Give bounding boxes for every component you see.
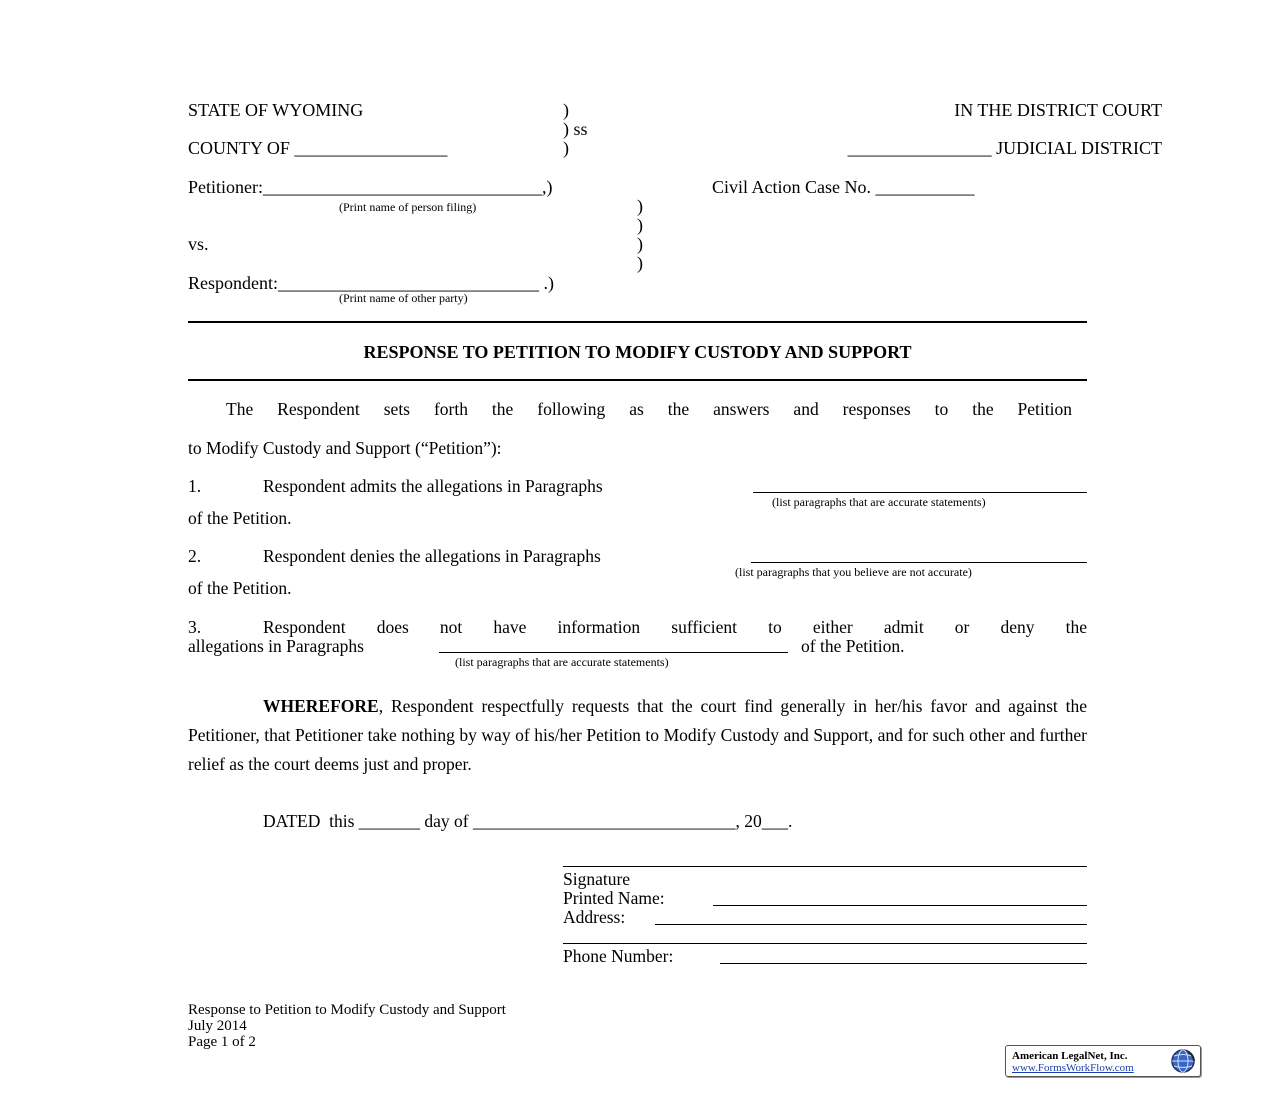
printed-name-field[interactable] — [713, 905, 1087, 906]
respondent-hint: (Print name of other party) — [339, 291, 468, 305]
item-tail: of the Petition. — [188, 578, 292, 598]
phone-field[interactable] — [720, 963, 1087, 964]
item-number: 3. — [188, 617, 202, 637]
intro-line-1: The Respondent sets forth the following as the answers and responses to the Petition — [226, 399, 1072, 419]
title-rule-bottom — [188, 379, 1087, 381]
vs-label: vs. — [188, 234, 209, 254]
county-field[interactable]: COUNTY OF _________________ — [188, 138, 448, 158]
item-tail: of the Petition. — [188, 508, 292, 528]
phone-label: Phone Number: — [563, 946, 674, 966]
paragraphs-denied-field[interactable] — [751, 562, 1087, 563]
printed-name-label: Printed Name: — [563, 888, 665, 908]
american-legalnet-logo[interactable] — [1005, 1045, 1201, 1077]
intro-line-2: to Modify Custody and Support (“Petition”): — [188, 438, 502, 458]
address-field[interactable] — [655, 924, 1087, 925]
title-rule-top — [188, 321, 1087, 323]
item-hint: (list paragraphs that are accurate statements) — [455, 655, 669, 669]
respondent-field[interactable]: Respondent:_____________________________ .) — [188, 273, 554, 293]
address-label: Address: — [563, 907, 626, 927]
wherefore-paragraph — [188, 692, 1087, 779]
signature-field[interactable] — [563, 866, 1087, 867]
globe-icon — [1170, 1048, 1196, 1074]
case-number-field[interactable]: Civil Action Case No. ___________ — [712, 177, 975, 197]
caption-paren: ) — [637, 215, 643, 235]
document-title: RESPONSE TO PETITION TO MODIFY CUSTODY AND SUPPORT — [363, 342, 912, 362]
item-text: Respondent does not have information sufficient to either admit or deny the — [263, 617, 1087, 637]
item-tail: of the Petition. — [801, 636, 905, 656]
caption-paren: ) — [563, 100, 569, 120]
signature-label: Signature — [563, 869, 631, 889]
logo-name: American LegalNet, Inc. — [1012, 1050, 1128, 1062]
ss-label: ) ss — [563, 119, 588, 139]
item-text: Respondent admits the allegations in Paragraphs — [263, 476, 603, 496]
paragraphs-admitted-field[interactable] — [753, 492, 1087, 493]
caption-paren: ) — [637, 196, 643, 216]
petitioner-field[interactable]: Petitioner:_______________________________,) — [188, 177, 553, 197]
wherefore-text: , Respondent respectfully requests that the court find generally in her/his favor and against the Petitioner, that Petitioner take nothing by way of his/her Petition to Modify Custody and Support, and for such other and further relief as the court deems just and proper. — [188, 696, 1087, 774]
item-number: 1. — [188, 476, 202, 496]
logo-url-link[interactable]: www.FormsWorkFlow.com — [1012, 1062, 1134, 1074]
caption-paren: ) — [563, 138, 569, 158]
footer-date: July 2014 — [188, 1018, 247, 1034]
item-text-line-2: allegations in Paragraphs — [188, 636, 364, 656]
petitioner-hint: (Print name of person filing) — [339, 200, 477, 214]
court-label: IN THE DISTRICT COURT — [954, 100, 1162, 120]
address-field-line-2[interactable] — [563, 943, 1087, 944]
item-text: Respondent denies the allegations in Paragraphs — [263, 546, 601, 566]
judicial-district-field[interactable]: ________________ JUDICIAL DISTRICT — [847, 138, 1162, 158]
item-hint: (list paragraphs that are accurate statements) — [772, 495, 986, 509]
caption-paren: ) — [637, 253, 643, 273]
wherefore-keyword: WHEREFORE — [263, 696, 379, 716]
paragraphs-unknown-field[interactable] — [439, 652, 788, 653]
item-hint: (list paragraphs that you believe are not accurate) — [735, 565, 972, 579]
footer-form-title: Response to Petition to Modify Custody and Support — [188, 1002, 506, 1018]
state-label: STATE OF WYOMING — [188, 100, 364, 120]
dated-line[interactable]: DATED this _______ day of ______________________________, 20___. — [263, 811, 793, 831]
footer-page-number: Page 1 of 2 — [188, 1034, 256, 1050]
caption-paren: ) — [637, 234, 643, 254]
item-number: 2. — [188, 546, 202, 566]
